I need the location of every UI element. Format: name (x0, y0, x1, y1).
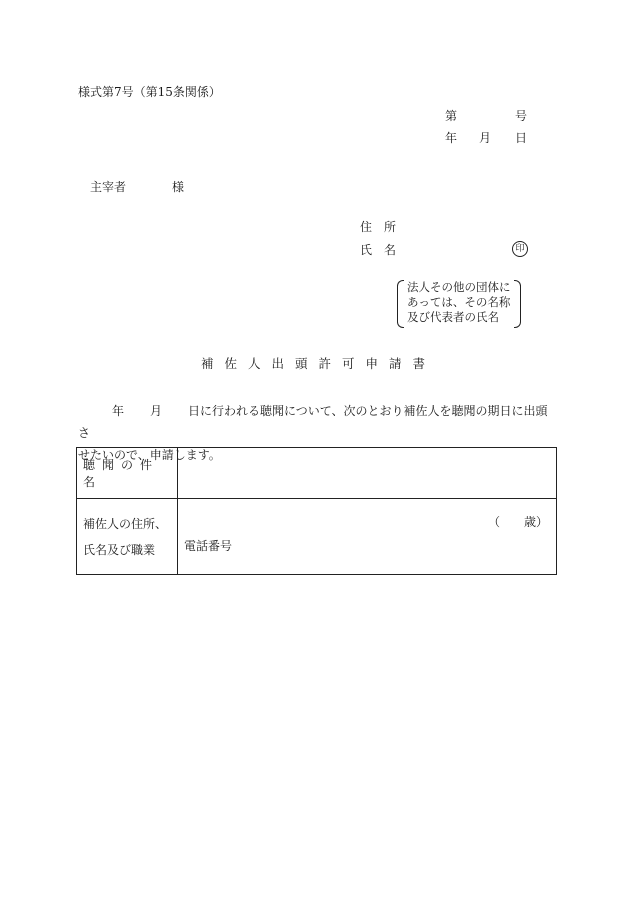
body-month: 月 (150, 404, 163, 418)
addressee-title: 主宰者 (90, 180, 127, 194)
hearing-subject-label: 聴聞の件名 (83, 458, 160, 489)
row-label-cell (77, 499, 178, 575)
form-number: 様式第7号（第15条関係） (78, 85, 221, 99)
hearing-subject-field[interactable] (178, 448, 557, 499)
document-number-suffix: 号 (515, 109, 528, 123)
seal-icon: 印 (512, 241, 528, 257)
body-line2: せたいので、申請します。 (78, 448, 221, 462)
date-day-label: 日 (515, 131, 528, 145)
date-year-label: 年 (445, 131, 458, 145)
assistant-info-field[interactable] (178, 499, 557, 575)
application-table (76, 447, 557, 575)
right-bracket (514, 280, 521, 328)
note-line: 及び代表者の氏名 (407, 310, 499, 324)
phone-label: 電話番号 (184, 539, 233, 553)
assistant-label-line1: 補佐人の住所、 (83, 516, 168, 531)
corporate-note (397, 280, 521, 326)
body-line1: 日に行われる聴聞について、次のとおり補佐人を聴聞の期日に出頭さ (78, 404, 548, 440)
age-field: （ 歳） (487, 515, 548, 529)
document-number-label: 第 (445, 109, 458, 123)
left-bracket (397, 280, 404, 328)
address-label: 住所 (360, 220, 409, 234)
table-row (77, 448, 557, 499)
note-line: 法人その他の団体に (407, 280, 511, 294)
assistant-label-line2: 氏名及び職業 (83, 542, 156, 557)
row-label-cell (77, 448, 178, 499)
document-title: 補佐人出頭許可申請書 (201, 356, 437, 371)
table-row (77, 499, 557, 575)
body-year: 年 (112, 404, 125, 418)
name-label: 氏名 (360, 243, 409, 257)
note-line: あっては、その名称 (407, 295, 511, 309)
addressee-honorific: 様 (172, 180, 185, 194)
date-month-label: 月 (479, 131, 492, 145)
